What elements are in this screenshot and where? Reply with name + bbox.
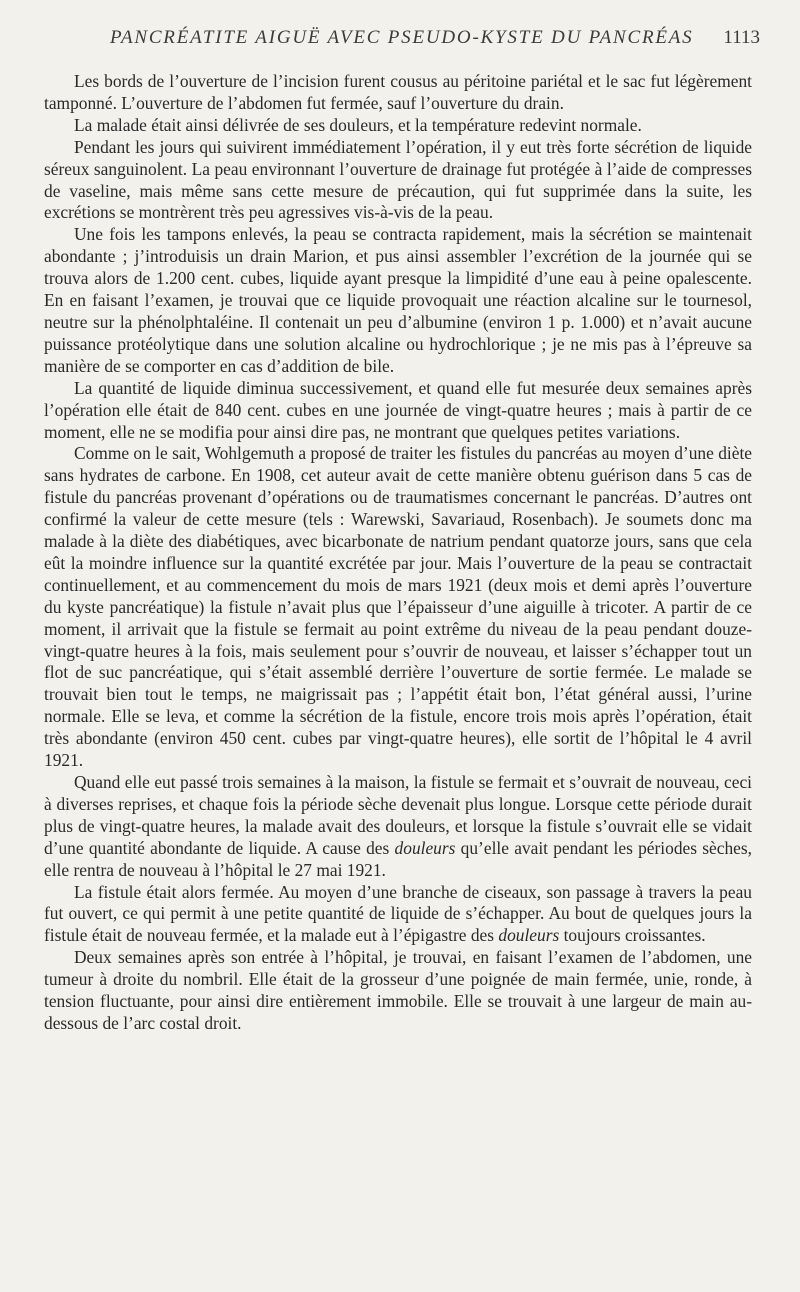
paragraph-text: La fistule était alors fermée. Au moyen d’une branche de ciseaux, son passage à travers la peau fut ouvert, ce qui permit à une petite quantité de liquide de s’échapper. Au bout de quelques jours la fistule était de nouveau fermée, et la malade eut à l’épigastre des xyxy=(44,881,752,946)
paragraph-text: Pendant les jours qui suivirent immédiatement l’opération, il y eut très forte sécrétion de liquide séreux sanguinolent. La peau environnant l’ouverture de drainage fut protégée à l’aide de compresses de vaseline, mais même sans cette mesure de précaution, qui fut supprimée dans la suite, les excrétions se montrèrent très peu agressives vis-à-vis de la peau. xyxy=(44,136,752,223)
paragraph xyxy=(44,772,752,882)
paragraph-text: Les bords de l’ouverture de l’incision furent cousus au péritoine pariétal et le sac fut légèrement tamponné. L’ouverture de l’abdomen fut fermée, sauf l’ouverture du drain. xyxy=(44,71,752,113)
running-title: PANCRÉATITE AIGUË AVEC PSEUDO-KYSTE DU PANCRÉAS xyxy=(110,27,694,48)
paragraph xyxy=(44,378,752,444)
paragraph xyxy=(44,224,752,377)
paragraph xyxy=(44,443,752,772)
paragraph xyxy=(44,115,752,137)
page-header xyxy=(40,27,762,55)
paragraph-text: qu’elle avait pendant les périodes sèches, elle rentra de nouveau à l’hôpital le 27 mai 1921. xyxy=(44,837,752,880)
paragraph-text: Comme on le sait, Wohlgemuth a proposé de traiter les fistules du pancréas au moyen d’une diète sans hydrates de carbone. En 1908, cet auteur avait de cette manière obtenu guérison dans 5 cas de fistule du pancréas provenant d’opérations ou de traumatismes concernant le pancréas. D’autres ont confirmé la valeur de cette mesure (tels : Warewski, Savariaud, Rosenbach). Je soumets donc ma malade à la diète des diabétiques, avec bicarbonate de natrium pendant quatorze jours, sans que cela eût la moindre influence sur la quantité excrétée par jour. Mais l’ouverture de la peau se contractait continuellement, et au commencement du mois de mars 1921 (deux mois et demi après l’ouverture du kyste pancréatique) la fistule n’avait plus que l’épaisseur d’une aiguille à tricoter. A partir de ce moment, il arrivait que la fistule se fermait au point extrême du niveau de la peau pendant douze-vingt-quatre heures à la fois, mais seulement pour s’ouvrir de nouveau, et laisser s’échapper tout un flot de suc pancréatique, qui s’était assemblé derrière l’ouverture de sortie fermée. Le malade se trouvait bien tout le temps, ne maigrissait pas ; l’appétit était bon, l’état général aussi, l’urine normale. Elle se leva, et comme la sécrétion de la fistule, encore trois mois après l’opération, était très abondante (environ 450 cent. cubes par vingt-quatre heures), elle sortit de l’hôpital le 4 avril 1921. xyxy=(44,443,752,771)
paragraph xyxy=(44,71,752,115)
paragraph-text: toujours croissantes. xyxy=(559,925,706,946)
paragraph xyxy=(44,137,752,225)
italic-text: douleurs xyxy=(394,837,456,858)
body-text xyxy=(44,71,752,1035)
paragraph-text: La quantité de liquide diminua successivement, et quand elle fut mesurée deux semaines après l’opération elle était de 840 cent. cubes en une journée de vingt-quatre heures ; mais à partir de ce moment, elle ne se modifia pour ainsi dire pas, ne montrant que quelques petites variations. xyxy=(44,377,752,442)
paragraph xyxy=(44,947,752,1035)
paragraph-text: La malade était ainsi délivrée de ses douleurs, et la température redevint normale. xyxy=(74,114,642,135)
paragraph-text: Une fois les tampons enlevés, la peau se contracta rapidement, mais la sécrétion se maintenait abondante ; j’introduisis un drain Marion, et pus ainsi assembler l’excrétion de la journée qui se trouva alors de 1.200 cent. cubes, liquide ayant presque la limpidité d’une eau à peine opalescente. En en faisant l’examen, je trouvai que ce liquide provoquait une réaction alcaline sur le tournesol, neutre sur la phénolphtaléine. Il contenait un peu d’albumine (environ 1 p. 1.000) et n’avait aucune puissance protéolytique dans une solution alcaline ou hydrochlorique ; je ne mis pas à l’épreuve sa manière de se comporter en cas d’addition de bile. xyxy=(44,224,752,376)
italic-text: douleurs xyxy=(498,925,560,946)
paragraph-text: Deux semaines après son entrée à l’hôpital, je trouvai, en faisant l’examen de l’abdomen, une tumeur à droite du nombril. Elle était de la grosseur d’une poignée de main fermée, unie, ronde, à tension fluctuante, pour ainsi dire entièrement immobile. Elle se trouvait à une largeur de main au-dessous de l’arc costal droit. xyxy=(44,947,752,1033)
page-number: 1113 xyxy=(723,27,760,48)
paragraph xyxy=(44,882,752,948)
paragraph-text: Quand elle eut passé trois semaines à la maison, la fistule se fermait et s’ouvrait de nouveau, ceci à diverses reprises, et chaque fois la période sèche devenait plus longue. Lorsque cette période durait plus de vingt-quatre heures, la malade avait des douleurs, et lorsque la fistule s’ouvrait elle se vidait d’une quantité abondante de liquide. A cause des xyxy=(44,772,752,858)
